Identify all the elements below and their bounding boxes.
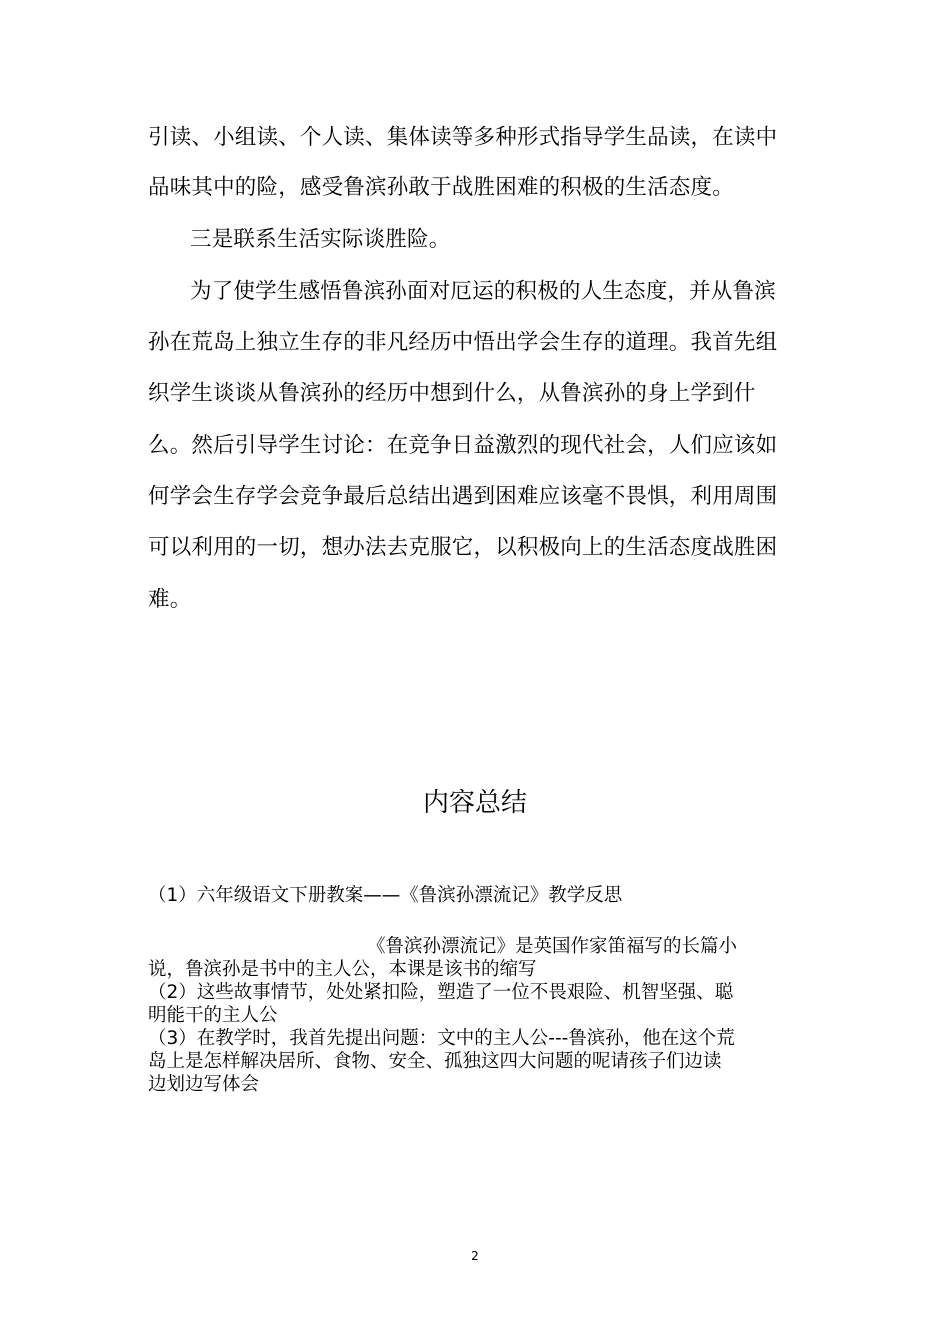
- summary-line: 说，鲁滨孙是书中的主人公，本课是该书的缩写: [148, 959, 537, 980]
- body-paragraph-line: 织学生谈谈从鲁滨孙的经历中想到什么，从鲁滨孙的身上学到什: [148, 381, 756, 406]
- body-paragraph-line: 难。: [148, 587, 192, 612]
- body-paragraph-line: 引读、小组读、个人读、集体读等多种形式指导学生品读，在读中: [148, 125, 778, 150]
- body-paragraph-line: 品味其中的险，感受鲁滨孙敢于战胜困难的积极的生活态度。: [148, 175, 734, 200]
- summary-line: 《鲁滨孙漂流记》是英国作家笛福写的长篇小: [367, 936, 738, 957]
- body-paragraph-line: 何学会生存学会竞争最后总结出遇到困难应该毫不畏惧，利用周围: [148, 484, 778, 509]
- summary-title: 内容总结: [422, 788, 527, 818]
- summary-line: （1）六年级语文下册教案——《鲁滨孙漂流记》教学反思: [148, 885, 623, 906]
- body-paragraph-line: 可以利用的一切，想办法去克服它，以积极向上的生活态度战胜困: [148, 535, 778, 560]
- body-paragraph-line: 么。然后引导学生讨论：在竞争日益激烈的现代社会，人们应该如: [148, 433, 778, 458]
- summary-line: 明能干的主人公: [148, 1005, 278, 1026]
- summary-line: 边划边写体会: [148, 1074, 260, 1095]
- body-paragraph-line: 孙在荒岛上独立生存的非凡经历中悟出学会生存的道理。我首先组: [148, 330, 778, 355]
- body-paragraph-line: 三是联系生活实际谈胜险。: [190, 227, 451, 252]
- summary-line: （2）这些故事情节，处处紧扣险，塑造了一位不畏艰险、机智坚强、聪: [148, 982, 734, 1003]
- summary-line: 岛上是怎样解决居所、食物、安全、孤独这四大问题的呢请孩子们边读: [148, 1051, 722, 1072]
- summary-line: （3）在教学时，我首先提出问题：文中的主人公---鲁滨孙，他在这个荒: [148, 1028, 735, 1049]
- body-paragraph-line: 为了使学生感悟鲁滨孙面对厄运的积极的人生态度，并从鲁滨: [190, 279, 776, 304]
- page-number: 2: [471, 1249, 479, 1263]
